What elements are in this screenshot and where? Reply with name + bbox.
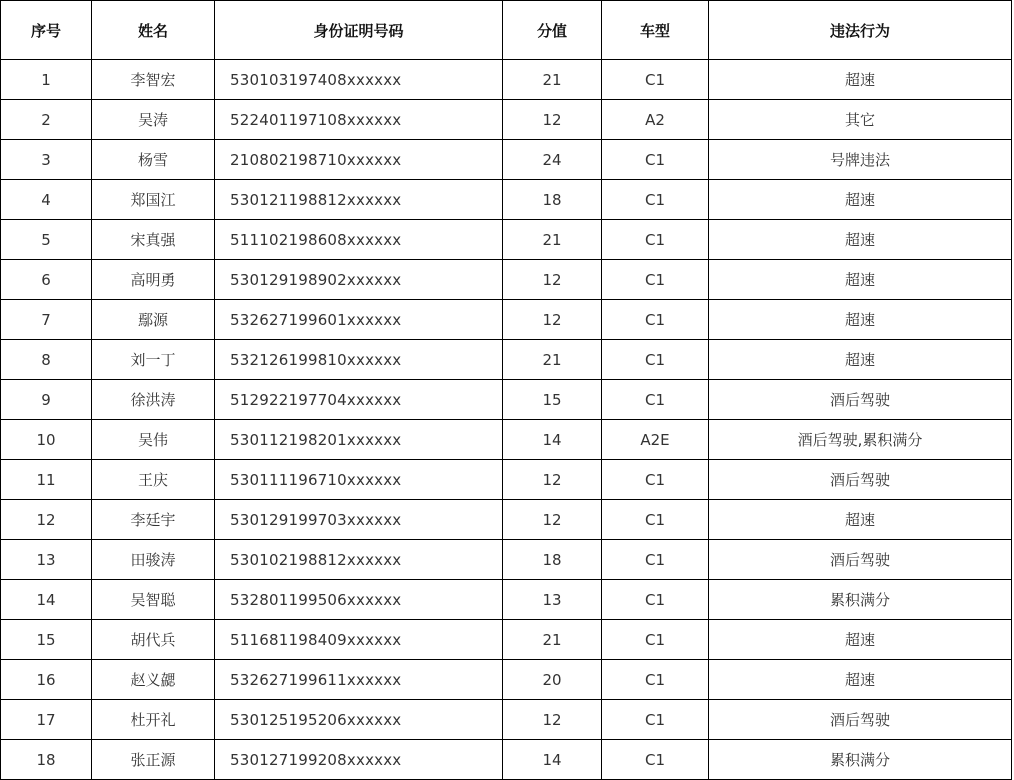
cell-vehicle-type: C1 [602, 220, 709, 260]
cell-points: 15 [503, 380, 602, 420]
cell-name: 杨雪 [92, 140, 215, 180]
cell-violation: 超速 [709, 300, 1012, 340]
table-row [1, 660, 1012, 700]
cell-violation: 超速 [709, 660, 1012, 700]
cell-violation: 酒后驾驶 [709, 700, 1012, 740]
table-row [1, 180, 1012, 220]
cell-vehicle-type: A2E [602, 420, 709, 460]
cell-vehicle-type: C1 [602, 700, 709, 740]
cell-violation: 酒后驾驶 [709, 460, 1012, 500]
cell-points: 20 [503, 660, 602, 700]
cell-index: 6 [1, 260, 92, 300]
cell-name: 李智宏 [92, 60, 215, 100]
cell-id-number: 530111196710xxxxxx [215, 460, 503, 500]
table-row [1, 100, 1012, 140]
cell-index: 15 [1, 620, 92, 660]
cell-violation: 超速 [709, 500, 1012, 540]
cell-violation: 超速 [709, 260, 1012, 300]
cell-id-number: 530102198812xxxxxx [215, 540, 503, 580]
cell-name: 杜开礼 [92, 700, 215, 740]
cell-index: 12 [1, 500, 92, 540]
cell-id-number: 530129198902xxxxxx [215, 260, 503, 300]
cell-id-number: 532801199506xxxxxx [215, 580, 503, 620]
cell-id-number: 530125195206xxxxxx [215, 700, 503, 740]
cell-vehicle-type: C1 [602, 340, 709, 380]
cell-name: 吴涛 [92, 100, 215, 140]
cell-points: 12 [503, 260, 602, 300]
cell-vehicle-type: C1 [602, 380, 709, 420]
cell-points: 12 [503, 460, 602, 500]
cell-vehicle-type: C1 [602, 500, 709, 540]
header-vehicle-type: 车型 [602, 1, 709, 60]
cell-name: 吴伟 [92, 420, 215, 460]
cell-name: 高明勇 [92, 260, 215, 300]
cell-index: 3 [1, 140, 92, 180]
cell-index: 10 [1, 420, 92, 460]
cell-name: 郑国江 [92, 180, 215, 220]
cell-vehicle-type: C1 [602, 740, 709, 780]
table-row [1, 340, 1012, 380]
cell-points: 24 [503, 140, 602, 180]
cell-index: 13 [1, 540, 92, 580]
table-row [1, 540, 1012, 580]
cell-violation: 超速 [709, 340, 1012, 380]
cell-id-number: 522401197108xxxxxx [215, 100, 503, 140]
cell-name: 张正源 [92, 740, 215, 780]
header-points: 分值 [503, 1, 602, 60]
cell-violation: 累积满分 [709, 740, 1012, 780]
cell-index: 1 [1, 60, 92, 100]
cell-violation: 号牌违法 [709, 140, 1012, 180]
cell-id-number: 512922197704xxxxxx [215, 380, 503, 420]
cell-violation: 其它 [709, 100, 1012, 140]
cell-id-number: 530112198201xxxxxx [215, 420, 503, 460]
cell-violation: 超速 [709, 620, 1012, 660]
cell-name: 宋真强 [92, 220, 215, 260]
table-row [1, 220, 1012, 260]
cell-index: 14 [1, 580, 92, 620]
cell-points: 18 [503, 540, 602, 580]
cell-points: 21 [503, 340, 602, 380]
table-row [1, 420, 1012, 460]
cell-violation: 累积满分 [709, 580, 1012, 620]
table-row [1, 500, 1012, 540]
table-row [1, 700, 1012, 740]
table-row [1, 60, 1012, 100]
table-row [1, 140, 1012, 180]
header-row [1, 1, 1012, 60]
cell-violation: 酒后驾驶 [709, 540, 1012, 580]
table-body [1, 60, 1012, 780]
cell-id-number: 511681198409xxxxxx [215, 620, 503, 660]
cell-vehicle-type: A2 [602, 100, 709, 140]
cell-index: 16 [1, 660, 92, 700]
cell-points: 12 [503, 700, 602, 740]
cell-name: 王庆 [92, 460, 215, 500]
cell-name: 徐洪涛 [92, 380, 215, 420]
table-row [1, 460, 1012, 500]
cell-index: 18 [1, 740, 92, 780]
cell-vehicle-type: C1 [602, 140, 709, 180]
header-index: 序号 [1, 1, 92, 60]
cell-points: 12 [503, 300, 602, 340]
cell-vehicle-type: C1 [602, 660, 709, 700]
cell-name: 刘一丁 [92, 340, 215, 380]
table-row [1, 580, 1012, 620]
cell-id-number: 532126199810xxxxxx [215, 340, 503, 380]
cell-points: 12 [503, 500, 602, 540]
table-row [1, 300, 1012, 340]
cell-name: 吴智聪 [92, 580, 215, 620]
table-row [1, 620, 1012, 660]
cell-points: 18 [503, 180, 602, 220]
cell-vehicle-type: C1 [602, 460, 709, 500]
table-header [1, 1, 1012, 60]
cell-vehicle-type: C1 [602, 620, 709, 660]
cell-points: 13 [503, 580, 602, 620]
cell-index: 7 [1, 300, 92, 340]
table-row [1, 260, 1012, 300]
cell-vehicle-type: C1 [602, 180, 709, 220]
cell-id-number: 530129199703xxxxxx [215, 500, 503, 540]
cell-vehicle-type: C1 [602, 260, 709, 300]
cell-violation: 超速 [709, 180, 1012, 220]
cell-name: 赵义勰 [92, 660, 215, 700]
cell-violation: 超速 [709, 220, 1012, 260]
cell-points: 21 [503, 60, 602, 100]
cell-violation: 酒后驾驶 [709, 380, 1012, 420]
cell-id-number: 530103197408xxxxxx [215, 60, 503, 100]
cell-points: 14 [503, 420, 602, 460]
cell-id-number: 530121198812xxxxxx [215, 180, 503, 220]
cell-index: 4 [1, 180, 92, 220]
header-name: 姓名 [92, 1, 215, 60]
cell-points: 21 [503, 620, 602, 660]
cell-id-number: 210802198710xxxxxx [215, 140, 503, 180]
cell-id-number: 532627199601xxxxxx [215, 300, 503, 340]
cell-index: 9 [1, 380, 92, 420]
table-row [1, 380, 1012, 420]
cell-id-number: 511102198608xxxxxx [215, 220, 503, 260]
cell-name: 胡代兵 [92, 620, 215, 660]
cell-points: 21 [503, 220, 602, 260]
cell-points: 14 [503, 740, 602, 780]
cell-index: 17 [1, 700, 92, 740]
cell-violation: 酒后驾驶,累积满分 [709, 420, 1012, 460]
header-violation: 违法行为 [709, 1, 1012, 60]
cell-index: 2 [1, 100, 92, 140]
cell-index: 8 [1, 340, 92, 380]
cell-name: 李廷宇 [92, 500, 215, 540]
cell-index: 11 [1, 460, 92, 500]
cell-vehicle-type: C1 [602, 540, 709, 580]
table-row [1, 740, 1012, 780]
header-id-number: 身份证明号码 [215, 1, 503, 60]
cell-vehicle-type: C1 [602, 60, 709, 100]
cell-name: 田骏涛 [92, 540, 215, 580]
cell-vehicle-type: C1 [602, 300, 709, 340]
cell-index: 5 [1, 220, 92, 260]
cell-name: 鄢源 [92, 300, 215, 340]
cell-id-number: 532627199611xxxxxx [215, 660, 503, 700]
cell-violation: 超速 [709, 60, 1012, 100]
cell-points: 12 [503, 100, 602, 140]
cell-vehicle-type: C1 [602, 580, 709, 620]
cell-id-number: 530127199208xxxxxx [215, 740, 503, 780]
